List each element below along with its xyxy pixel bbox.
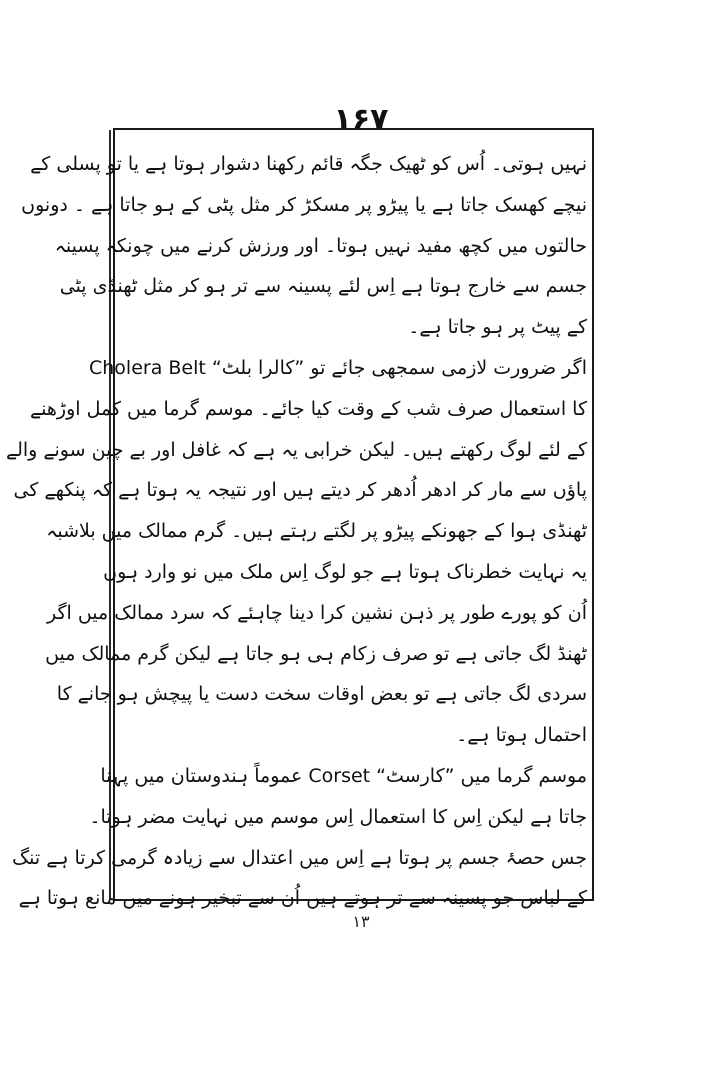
text-line: موسم گرما میں ”کارسٹ“ Corset عموماً ہندوستان میں پہنا [100, 764, 587, 787]
text-line: اُن کو پورے طور پر ذہن نشین کرا دینا چاہئے کہ سرد ممالک میں اگر [46, 601, 587, 624]
text-line: کے لباس جو پسینہ سے تر ہوتے ہیں اُن سے تبخیر ہونے میں مانع ہوتا ہے [18, 887, 587, 910]
body-text [5, 144, 587, 919]
text-line: احتمال ہوتا ہے۔ [456, 724, 587, 747]
page-number: ۱۶۷ [333, 102, 389, 137]
text-line: ٹھنڈی ہوا کے جھونکے پیڑو پر لگتے رہتے ہیں۔ گرم ممالک میں بلاشبہ [46, 520, 587, 543]
text-line: ٹھنڈ لگ جاتی ہے تو صرف زکام ہی ہو جاتا ہے لیکن گرم ممالک میں [45, 642, 587, 665]
text-line: پاؤں سے مار کر ادھر اُدھر کر دیتے ہیں اور نتیجہ یہ ہوتا ہے کہ پنکھے کی [13, 479, 587, 502]
text-line: نہیں ہوتی۔ اُس کو ٹھیک جگہ قائم رکھنا دشوار ہوتا ہے یا تو پسلی کے [30, 153, 587, 175]
text-line: جاتا ہے لیکن اِس کا استعمال اِس موسم میں نہایت مضر ہوتا۔ [89, 805, 587, 828]
text-line: جسم سے خارج ہوتا ہے اِس لئے پسینہ سے تر ہو کر مثل ٹھنڈی پٹی [59, 275, 587, 298]
text-line: کا استعمال صرف شب کے وقت کیا جائے۔ موسم گرما میں کمل اوڑھنے [30, 397, 587, 420]
text-line: کے پیٹ پر ہو جاتا ہے۔ [408, 316, 587, 339]
footer-page-number: ۱۳ [352, 912, 370, 931]
text-line: حالتوں میں کچھ مفید نہیں ہوتا۔ اور ورزش کرنے میں چونکہ پسینہ [54, 234, 587, 257]
text-line: کے لئے لوگ رکھتے ہیں۔ لیکن خرابی یہ ہے کہ غافل اور بے چین سونے والے [5, 438, 587, 461]
text-line: سردی لگ جاتی ہے تو بعض اوقات سخت دست یا پیچش ہو جانے کا [56, 683, 587, 706]
text-line: جس حصۂ جسم پر ہوتا ہے اِس میں اعتدال سے زیادہ گرمی کرتا ہے تنگ [12, 846, 587, 869]
text-line: نیچے کھسک جاتا ہے یا پیڑو پر مسکڑ کر مثل پٹی کے ہو جاتا ہے ۔ دونوں [21, 193, 587, 216]
text-line: یہ نہایت خطرناک ہوتا ہے جو لوگ اِس ملک میں نو وارد ہوں [103, 560, 587, 583]
text-line: اگر ضرورت لازمی سمجھی جائے تو ”کالرا بلٹ“ Cholera Belt [89, 356, 587, 379]
